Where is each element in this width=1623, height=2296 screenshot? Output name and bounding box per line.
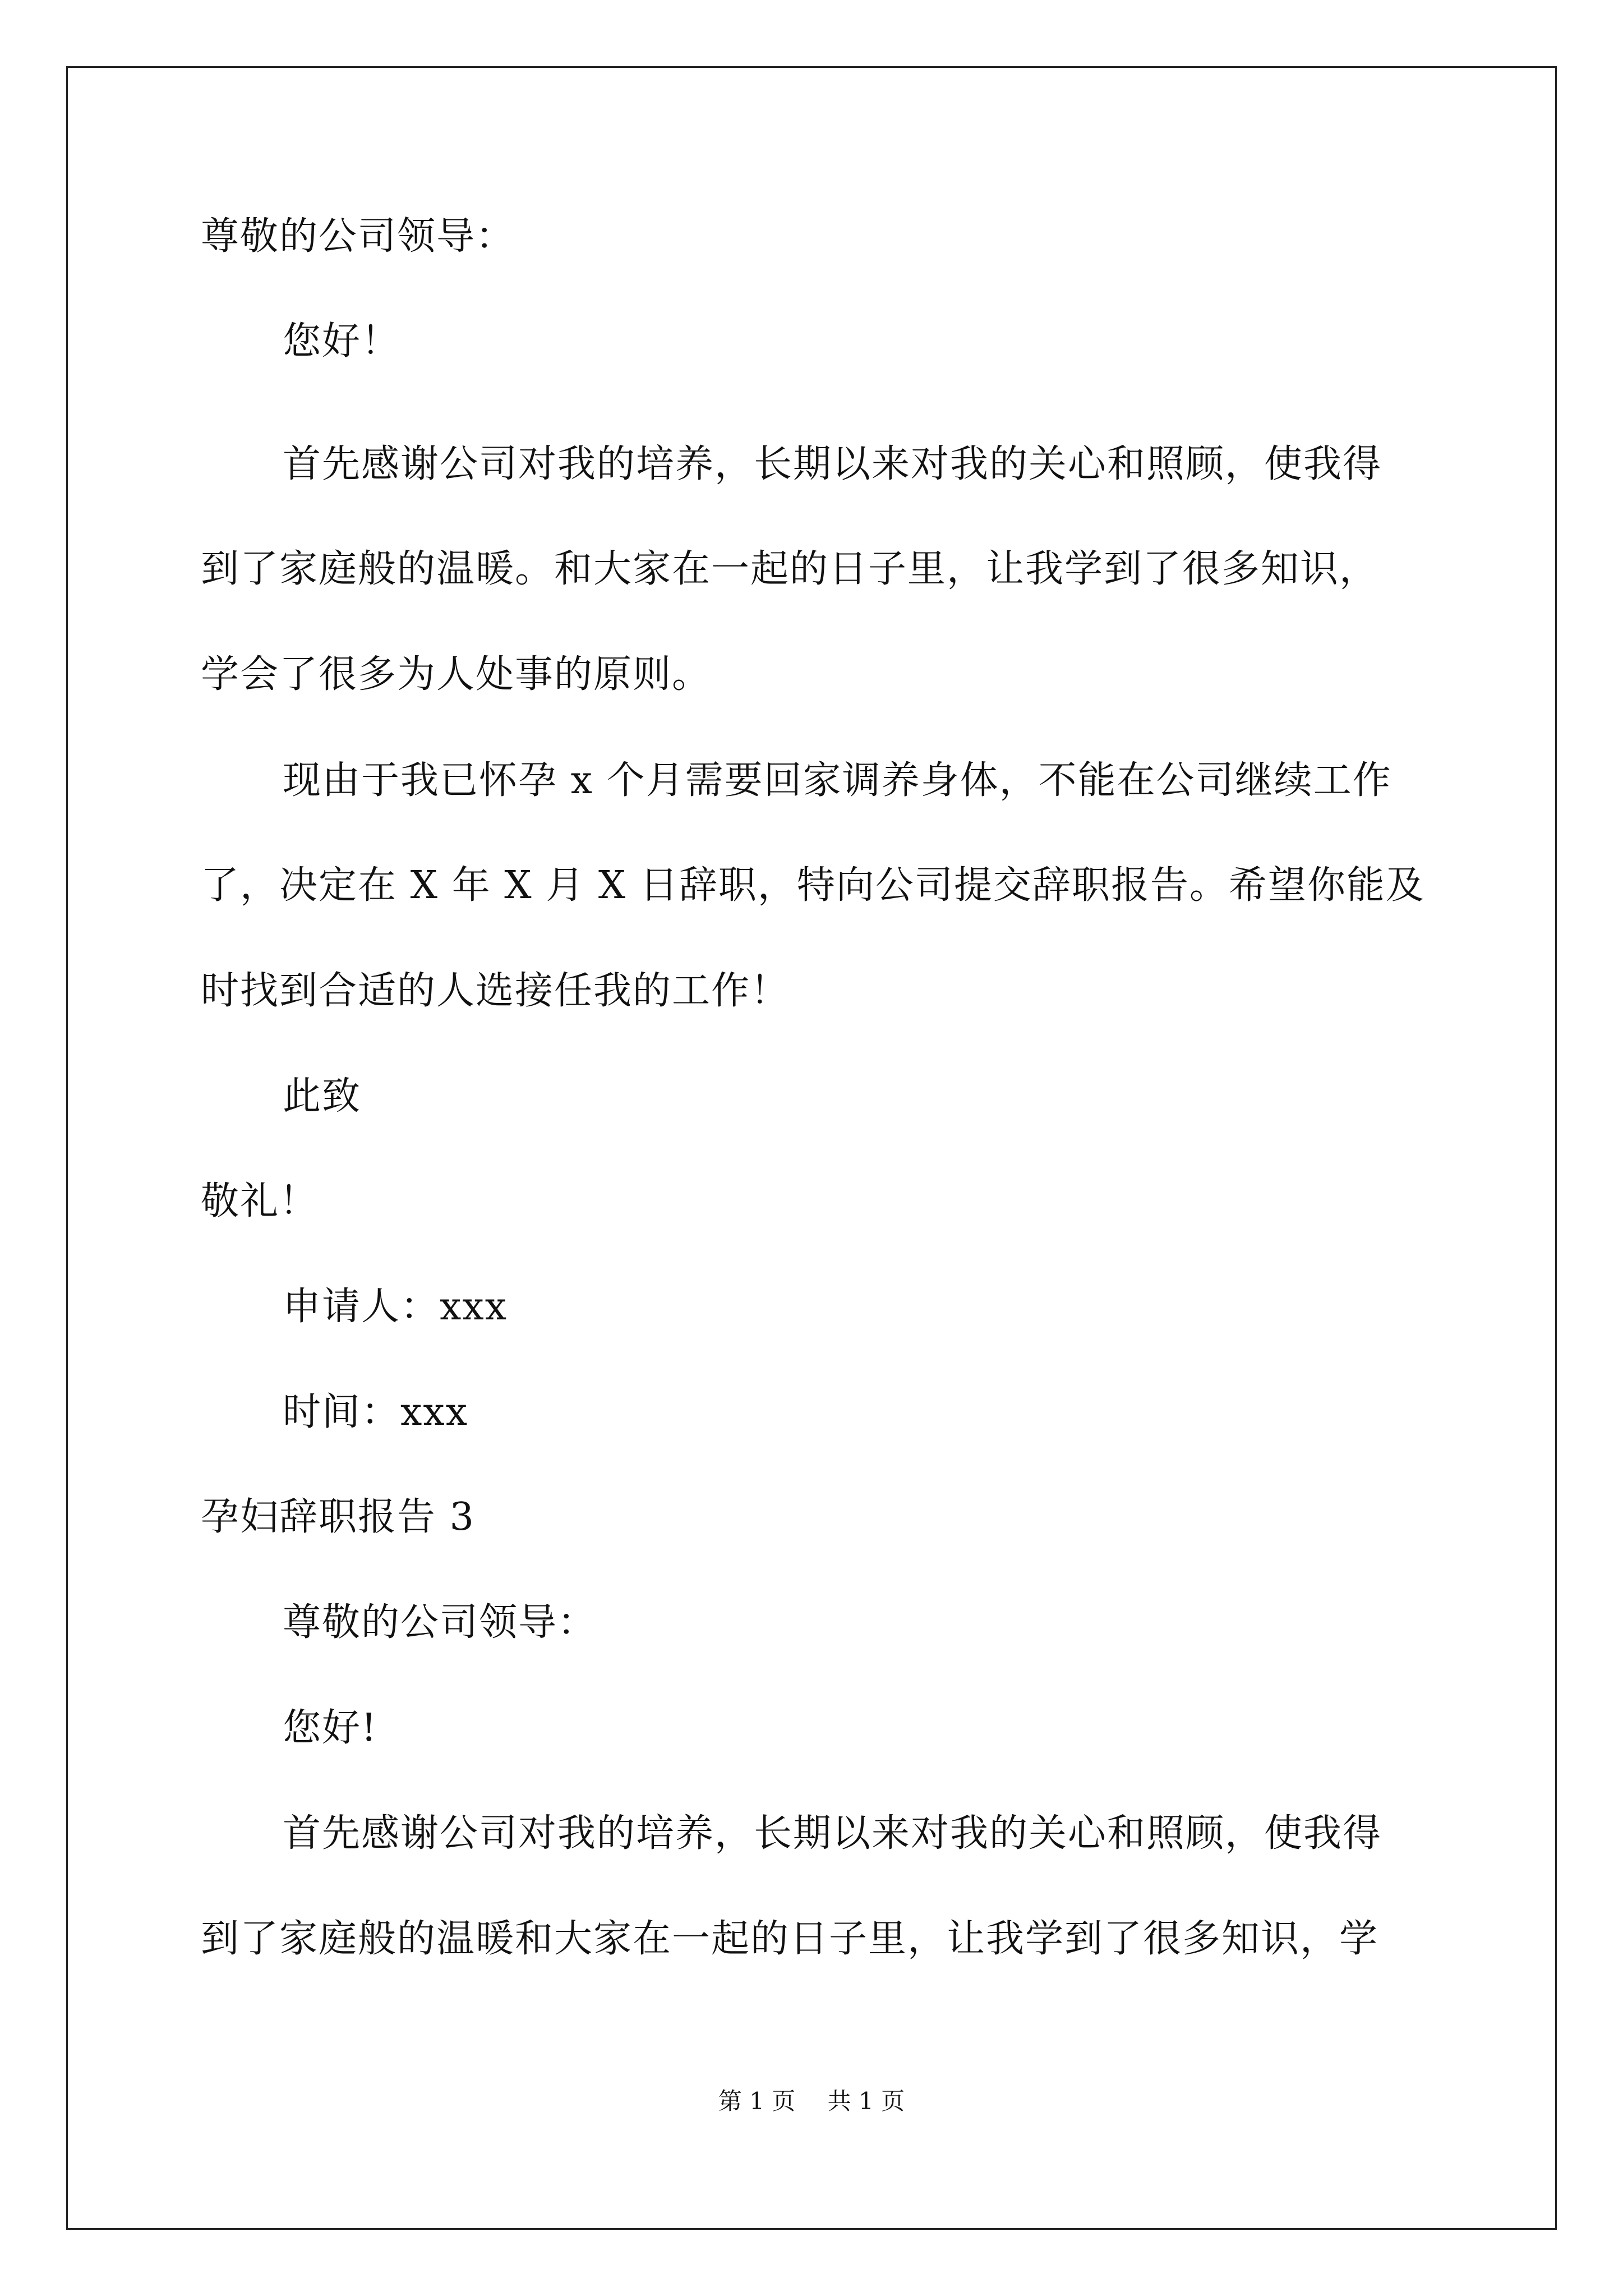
- paragraph-line: 首先感谢公司对我的培养，长期以来对我的关心和照顾，使我得: [283, 442, 1382, 486]
- page-footer: [0, 2085, 1623, 2118]
- salutation: 尊敬的公司领导：: [201, 214, 515, 259]
- date-line: 时间：xxx: [283, 1390, 469, 1434]
- greeting: 您好！: [283, 319, 401, 364]
- paragraph-line: 到了家庭般的温暖和大家在一起的日子里，让我学到了很多知识，学: [201, 1917, 1379, 1961]
- paragraph-line: 首先感谢公司对我的培养，长期以来对我的关心和照顾，使我得: [283, 1811, 1382, 1856]
- section-title: 孕妇辞职报告 3: [201, 1495, 475, 1539]
- closing-line: 此致: [283, 1074, 362, 1119]
- paragraph-line: 到了家庭般的温暖。和大家在一起的日子里，让我学到了很多知识，: [201, 547, 1379, 591]
- paragraph-line: 了，决定在 X 年 X 月 X 日辞职，特向公司提交辞职报告。希望你能及: [201, 863, 1425, 908]
- paragraph-line: 学会了很多为人处事的原则。: [201, 652, 712, 697]
- page-frame: [66, 66, 1557, 2230]
- page-number: 第 1 页: [718, 2087, 796, 2115]
- salutation: 尊敬的公司领导：: [283, 1600, 597, 1645]
- applicant-line: 申请人：xxx: [283, 1285, 508, 1329]
- paragraph-line: 时找到合适的人选接任我的工作！: [201, 969, 790, 1013]
- paragraph-line: 现由于我已怀孕 x 个月需要回家调养身体，不能在公司继续工作: [283, 758, 1392, 803]
- closing-regards: 敬礼！: [201, 1179, 319, 1223]
- page-total: 共 1 页: [827, 2087, 905, 2115]
- greeting: 您好!: [283, 1706, 378, 1750]
